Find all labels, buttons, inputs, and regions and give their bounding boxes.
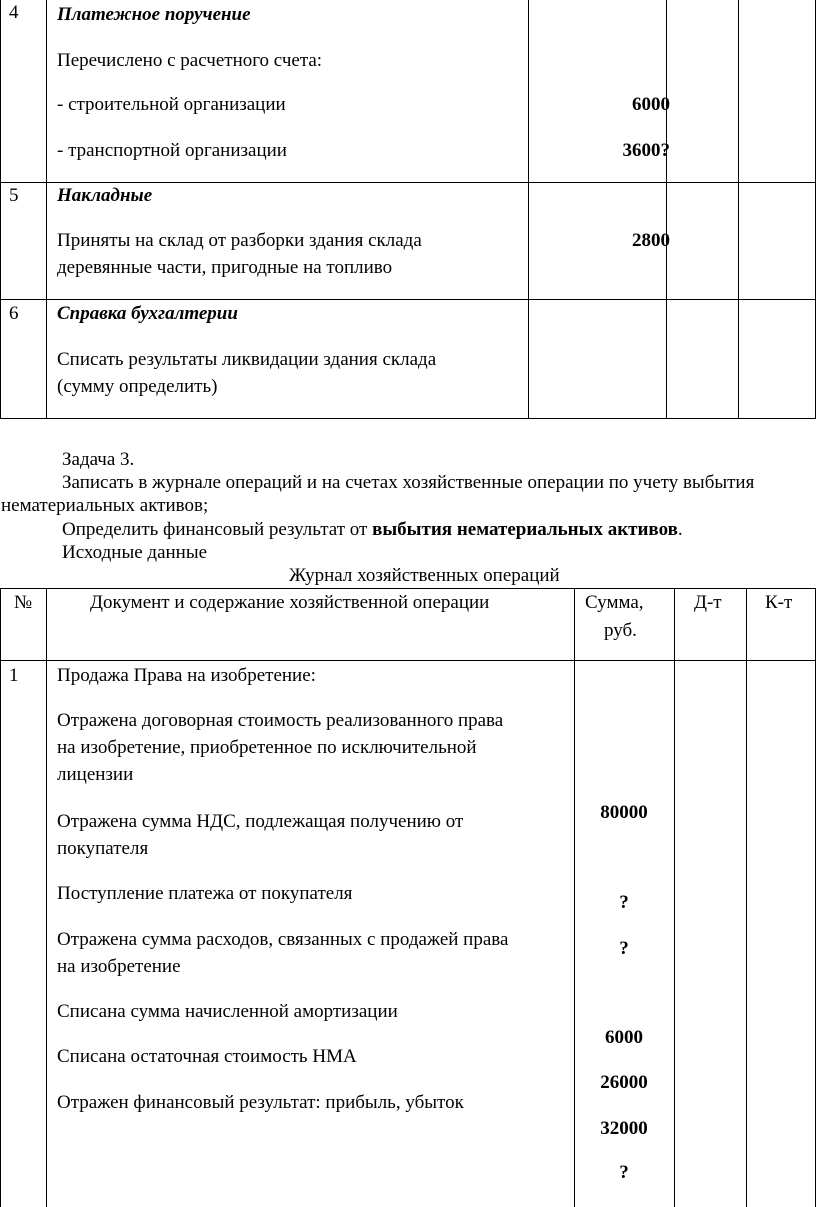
amount-value: 2800 [632, 230, 670, 251]
amount-value: 80000 [600, 802, 648, 823]
task-paragraph: нематериальных активов; [1, 495, 209, 516]
table-bottom-border [0, 418, 816, 419]
operation-text: - строительной организации [57, 94, 286, 115]
amount-value: 6000 [605, 1027, 643, 1048]
operation-text: Поступление платежа от покупателя [57, 883, 353, 904]
header-sum-unit: руб. [604, 620, 637, 641]
table-column-divider [528, 0, 529, 419]
table-column-divider [46, 588, 47, 1207]
amount-value: ? [619, 1162, 629, 1183]
task-text: Определить финансовый результат от [62, 519, 373, 540]
row-number: 6 [9, 303, 19, 324]
operation-text: Отражена сумма НДС, подлежащая получению от [57, 811, 464, 832]
header-number: № [14, 592, 33, 613]
operation-text: Списать результаты ликвидации здания склада [57, 349, 437, 370]
table-column-divider [0, 0, 1, 419]
amount-value: 32000 [600, 1118, 648, 1139]
operation-text: покупателя [57, 838, 149, 859]
operation-text: на изобретение, приобретенное по исключительной [57, 737, 477, 758]
operation-text: деревянные части, пригодные на топливо [57, 257, 393, 278]
task-title: Задача 3. [62, 449, 135, 470]
table-column-divider [0, 588, 1, 1207]
document-title: Платежное поручение [57, 4, 251, 25]
task-paragraph [62, 519, 683, 541]
header-document: Документ и содержание хозяйственной операции [90, 592, 490, 613]
header-sum: Сумма, [585, 592, 644, 613]
document-title: Накладные [57, 185, 153, 206]
operation-text: Списана сумма начисленной амортизации [57, 1001, 398, 1022]
header-credit: К-т [765, 592, 793, 613]
operation-text: лицензии [57, 764, 134, 785]
table-row-divider [0, 299, 816, 300]
table-column-divider [666, 0, 667, 419]
amount-value: 26000 [600, 1072, 648, 1093]
task-emphasis: выбытия нематериальных активов [372, 519, 678, 540]
operation-text: - транспортной организации [57, 140, 287, 161]
header-debit: Д-т [694, 592, 722, 613]
operation-text: Отражена договорная стоимость реализованного права [57, 710, 504, 731]
operation-text: Перечислено с расчетного счета: [57, 50, 323, 71]
operation-text: Отражена сумма расходов, связанных с продажей права [57, 929, 509, 950]
document-title: Справка бухгалтерии [57, 303, 238, 324]
task-paragraph: Записать в журнале операций и на счетах хозяйственные операции по учету выбытия [62, 472, 755, 493]
table-column-divider [46, 0, 47, 419]
operation-text: Приняты на склад от разборки здания склада [57, 230, 422, 251]
row-number: 5 [9, 185, 19, 206]
operation-text: Отражен финансовый результат: прибыль, убыток [57, 1092, 464, 1113]
operation-text: на изобретение [57, 956, 181, 977]
amount-value: ? [619, 938, 629, 959]
amount-value: 3600? [622, 140, 670, 161]
amount-value: 6000 [632, 94, 670, 115]
table-column-divider [738, 0, 739, 419]
table-header-divider [0, 660, 816, 661]
row-number: 1 [9, 665, 19, 686]
operation-title: Продажа Права на изобретение: [57, 665, 316, 686]
amount-value: ? [619, 892, 629, 913]
journal-title: Журнал хозяйственных операций [289, 565, 560, 586]
table-column-divider [746, 588, 747, 1207]
table-row-divider [0, 182, 816, 183]
task-text: . [677, 519, 683, 540]
table-top-border [0, 588, 816, 589]
row-number: 4 [9, 2, 19, 23]
operation-text: (сумму определить) [57, 376, 218, 397]
task-paragraph: Исходные данные [62, 542, 208, 563]
operation-text: Списана остаточная стоимость НМА [57, 1046, 357, 1067]
